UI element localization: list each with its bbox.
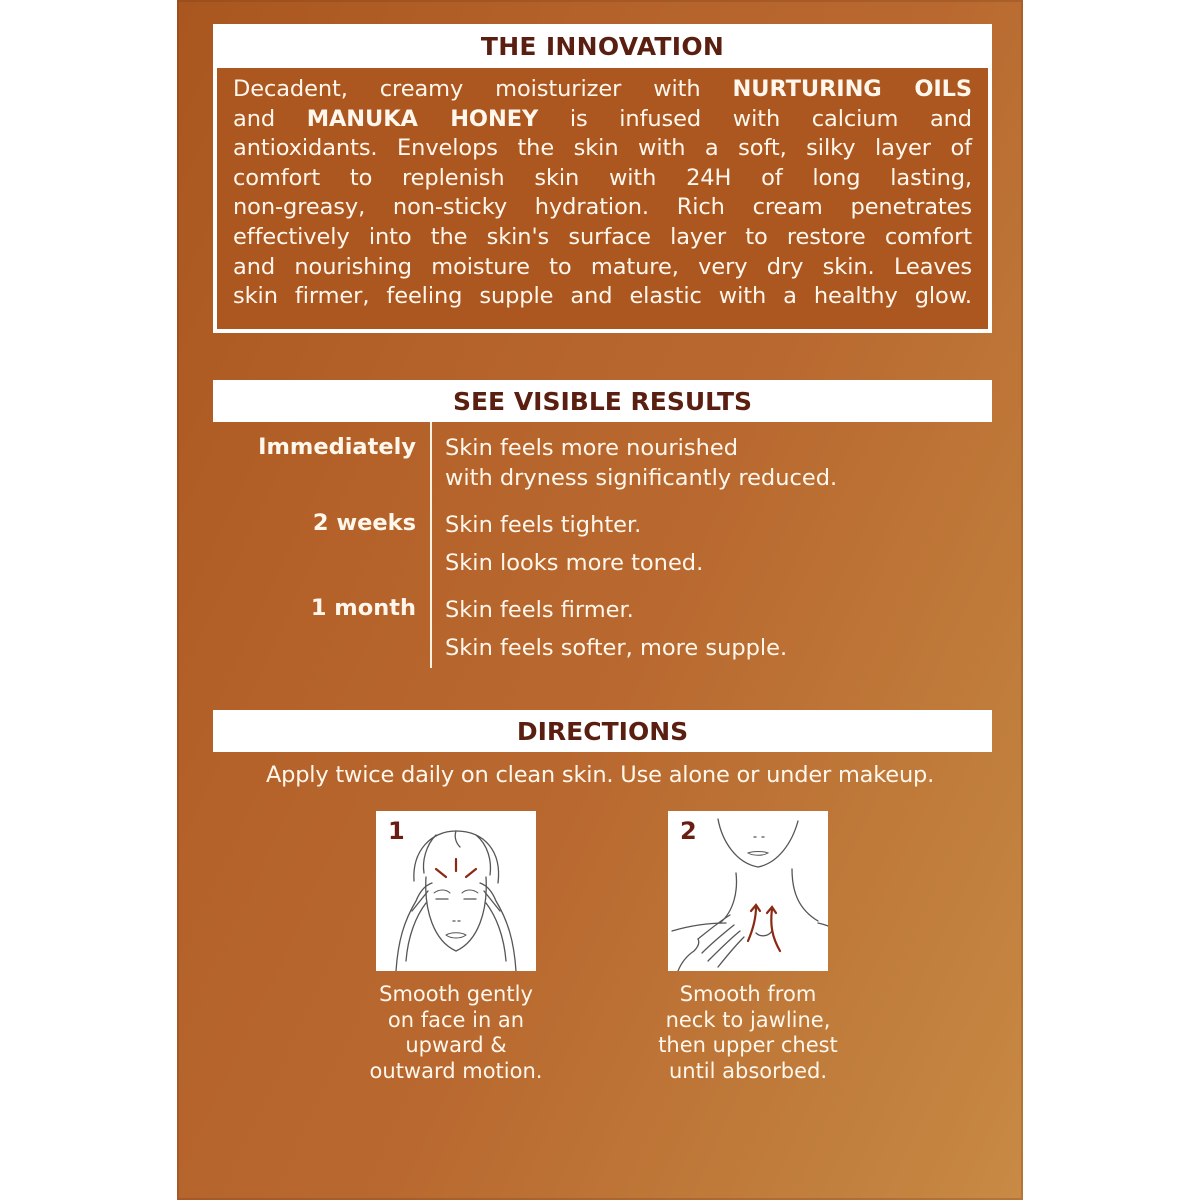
result-text: Skin feels more nourished	[445, 435, 739, 461]
timeline-divider	[430, 422, 432, 668]
innovation-line: effectively into the skin's surface layer to restore comfort	[233, 223, 972, 250]
result-label-2-weeks: 2 weeks	[312, 510, 416, 536]
result-label-immediately: Immediately	[258, 434, 416, 460]
directions-title: DIRECTIONS	[213, 710, 992, 752]
step-number: 2	[680, 817, 697, 845]
innovation-line: and nourishing moisture to mature, very dry skin. Leaves	[233, 253, 972, 280]
innovation-line: and MANUKA HONEY is infused with calcium and	[233, 105, 972, 132]
innovation-description	[217, 68, 988, 329]
innovation-line: non-greasy, non-sticky hydration. Rich cream penetrates	[233, 194, 972, 221]
result-text: Skin feels firmer.	[445, 597, 634, 623]
step-2-caption: Smooth from neck to jawline, then upper chest until absorbed.	[658, 982, 838, 1083]
innovation-line: comfort to replenish skin with 24H of long lasting,	[233, 164, 972, 191]
innovation-line: skin firmer, feeling supple and elastic with a healthy glow.	[233, 283, 972, 310]
innovation-line: Decadent, creamy moisturizer with NURTURING OILS	[233, 76, 972, 102]
step-1-illustration	[376, 811, 536, 971]
product-box-back-panel	[177, 0, 1023, 1200]
innovation-line: antioxidants. Envelops the skin with a soft, silky layer of	[233, 135, 972, 162]
highlight-manuka-honey: MANUKA HONEY	[306, 105, 539, 132]
result-label-1-month: 1 month	[310, 595, 416, 621]
innovation-title: THE INNOVATION	[480, 32, 725, 61]
result-text: Skin looks more toned.	[445, 550, 704, 576]
highlight-nurturing-oils: NURTURING OILS	[732, 76, 972, 102]
results-title: SEE VISIBLE RESULTS	[213, 380, 992, 422]
result-text: Skin feels tighter.	[445, 512, 642, 538]
result-text: Skin feels softer, more supple.	[445, 635, 788, 661]
step-2-illustration	[668, 811, 828, 971]
step-number: 1	[388, 817, 405, 845]
directions-instructions: Apply twice daily on clean skin. Use alone or under makeup.	[265, 762, 935, 788]
result-text: with dryness significantly reduced.	[445, 465, 838, 491]
innovation-section	[213, 24, 992, 333]
results-timeline	[177, 422, 1023, 668]
step-1-caption: Smooth gently on face in an upward & outward motion.	[369, 982, 543, 1083]
